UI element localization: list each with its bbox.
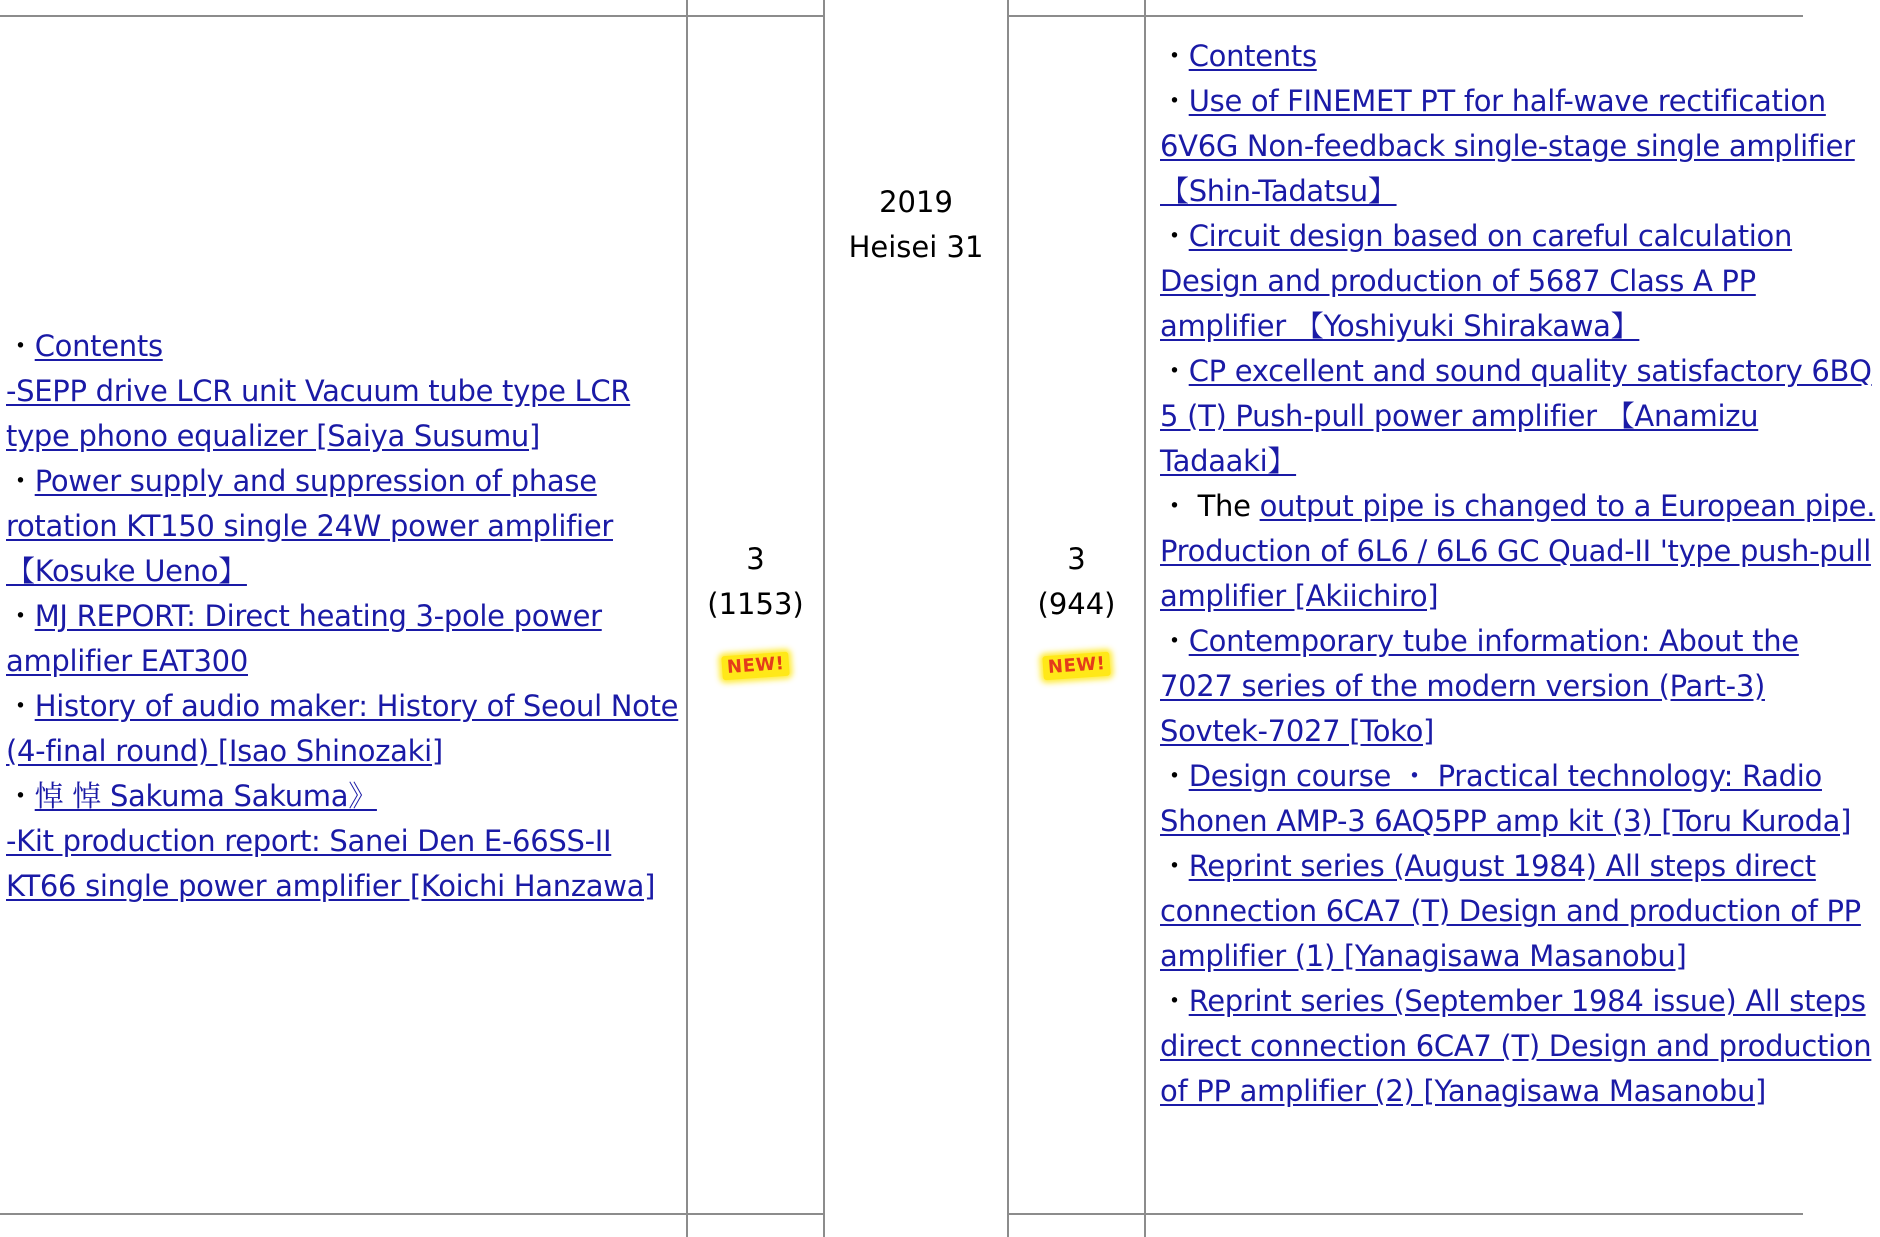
article-link[interactable]: -SEPP drive LCR unit Vacuum tube type LCR type phono equalizer [Saiya Susumu] (6, 374, 631, 453)
contents-entry: ・MJ REPORT: Direct heating 3-pole power amplifier EAT300 (6, 599, 602, 678)
table-top-border-right (1007, 15, 1803, 17)
contents-entry: ・Design course ・ Practical technology: Radio Shonen AMP-3 6AQ5PP amp kit (3) [Toru Kuroda] (1160, 759, 1852, 838)
entry-prefix-text: The (1188, 489, 1260, 523)
issue-number: 3 (746, 542, 765, 576)
contents-entry: ・Power supply and suppression of phase rotation KT150 single 24W power amplifier 【Kosuke Ueno】 (6, 464, 613, 588)
column-divider-4 (1144, 0, 1146, 1237)
page-count: (944) (1037, 587, 1116, 621)
issue-number: 3 (1067, 542, 1086, 576)
table-top-border (0, 15, 825, 17)
new-badge-icon: NEW! (721, 652, 790, 681)
article-link[interactable]: Use of FINEMET PT for half-wave rectification 6V6G Non-feedback single-stage single amplifier 【Shin-Tadatsu】 (1160, 84, 1855, 208)
contents-entry: ・悼 悼 Sakuma Sakuma》 (6, 779, 377, 813)
article-link[interactable]: MJ REPORT: Direct heating 3-pole power amplifier EAT300 (6, 599, 602, 678)
issue-number-cell-current (1009, 537, 1144, 684)
contents-entry: ・ The output pipe is changed to a European pipe. Production of 6L6 / 6L6 GC Quad-II 'type push-pull amplifier [Akiichiro] (1160, 489, 1876, 613)
contents-entry: ・Contemporary tube information: About the 7027 series of the modern version (Part-3) Sovtek-7027 [Toko] (1160, 624, 1799, 748)
article-link[interactable]: CP excellent and sound quality satisfactory 6BQ 5 (T) Push-pull power amplifier 【Anamizu Tadaaki】 (1160, 354, 1872, 478)
year-cell (825, 180, 1007, 270)
era-year: Heisei 31 (848, 230, 984, 264)
article-link[interactable]: Reprint series (August 1984) All steps direct connection 6CA7 (T) Design and production of PP amplifier (1) [Yanagisawa Masanobu] (1160, 849, 1861, 973)
contents-entry (6, 819, 686, 909)
article-link[interactable]: Contemporary tube information: About the 7027 series of the modern version (Part-3) Sovtek-7027 [Toko] (1160, 624, 1799, 748)
table-bottom-border (0, 1213, 825, 1215)
article-link[interactable]: Circuit design based on careful calculation Design and production of 5687 Class A PP amplifier 【Yoshiyuki Shirakawa】 (1160, 219, 1793, 343)
contents-entry: ・CP excellent and sound quality satisfactory 6BQ 5 (T) Push-pull power amplifier 【Anamizu Tadaaki】 (1160, 354, 1872, 478)
article-link[interactable]: Power supply and suppression of phase rotation KT150 single 24W power amplifier 【Kosuke Ueno】 (6, 464, 613, 588)
article-link[interactable]: output pipe is changed to a European pipe. Production of 6L6 / 6L6 GC Quad-II 'type push-pull amplifier [Akiichiro] (1160, 489, 1876, 613)
contents-entry (6, 369, 686, 459)
contents-cell-current-issue (1160, 34, 1880, 1114)
article-link[interactable]: 悼 悼 Sakuma Sakuma》 (34, 779, 377, 813)
article-link[interactable]: Contents (1188, 39, 1317, 73)
contents-entry: ・Contents (1160, 39, 1317, 73)
article-link[interactable]: -Kit production report: Sanei Den E-66SS-II KT66 single power amplifier [Koichi Hanzawa] (6, 824, 656, 903)
page-count: (1153) (707, 587, 804, 621)
contents-entry: ・Use of FINEMET PT for half-wave rectification 6V6G Non-feedback single-stage single amplifier 【Shin-Tadatsu】 (1160, 84, 1855, 208)
contents-cell-previous-issue (6, 324, 686, 909)
contents-entry: ・Reprint series (September 1984 issue) All steps direct connection 6CA7 (T) Design and production of PP amplifier (2) [Yanagisawa Masanobu] (1160, 984, 1872, 1108)
contents-entry: ・History of audio maker: History of Seoul Note (4-final round) [Isao Shinozaki] (6, 689, 679, 768)
year: 2019 (879, 185, 953, 219)
issue-number-cell-previous (688, 537, 823, 684)
contents-entry: ・Circuit design based on careful calculation Design and production of 5687 Class A PP amplifier 【Yoshiyuki Shirakawa】 (1160, 219, 1793, 343)
article-link[interactable]: History of audio maker: History of Seoul Note (4-final round) [Isao Shinozaki] (6, 689, 679, 768)
contents-entry: ・Contents (6, 329, 163, 363)
table-bottom-border-right (1007, 1213, 1803, 1215)
article-link[interactable]: Contents (34, 329, 163, 363)
article-link[interactable]: Design course ・ Practical technology: Radio Shonen AMP-3 6AQ5PP amp kit (3) [Toru Kuroda] (1160, 759, 1852, 838)
new-badge-icon: NEW! (1042, 652, 1111, 681)
contents-entry: ・Reprint series (August 1984) All steps direct connection 6CA7 (T) Design and production of PP amplifier (1) [Yanagisawa Masanobu] (1160, 849, 1861, 973)
article-link[interactable]: Reprint series (September 1984 issue) All steps direct connection 6CA7 (T) Design and production of PP amplifier (2) [Yanagisawa Masanobu] (1160, 984, 1872, 1108)
